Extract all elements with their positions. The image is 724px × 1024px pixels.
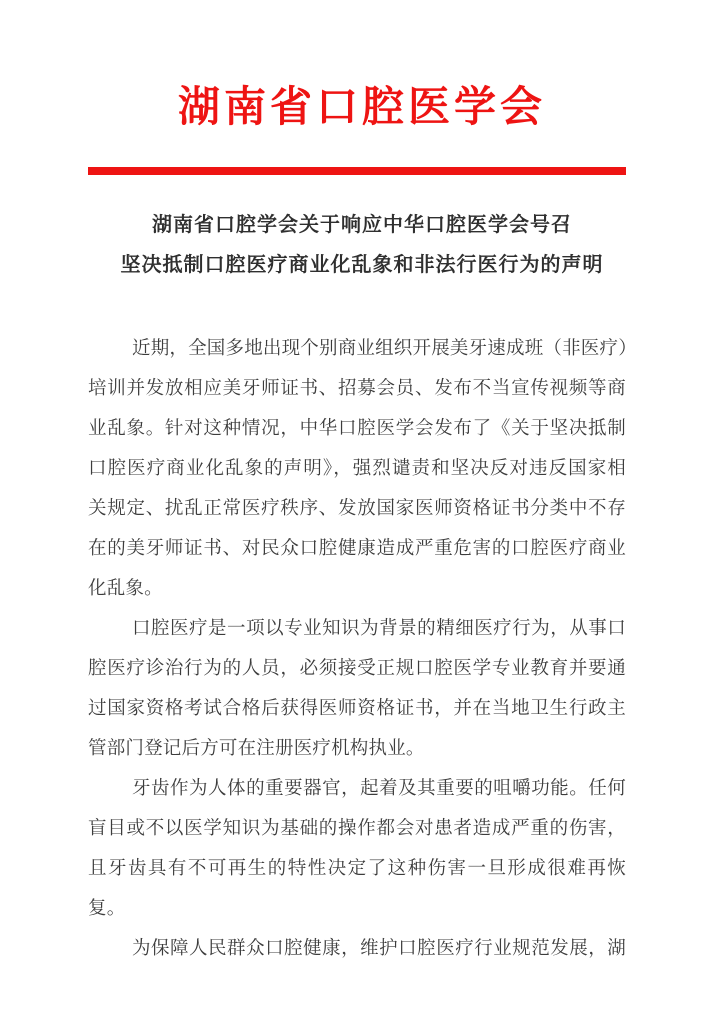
letterhead — [0, 84, 724, 175]
text-line: 复。 — [88, 899, 126, 919]
letterhead-divider — [88, 167, 626, 175]
paragraph — [88, 329, 637, 609]
text-line: 培训并发放相应美牙师证书、招募会员、发布不当宣传视频等商 — [88, 379, 626, 399]
paragraph — [88, 929, 626, 969]
text-line: 口腔医疗商业化乱象的声明》，强烈谴责和坚决反对违反国家相 — [88, 459, 626, 479]
text-line: 化乱象。 — [88, 579, 163, 599]
text-line: 管部门登记后方可在注册医疗机构执业。 — [88, 739, 425, 759]
text-line: 腔医疗诊治行为的人员，必须接受正规口腔医学专业教育并要通 — [88, 659, 626, 679]
document-title-line-1: 湖南省口腔学会关于响应中华口腔医学会号召 — [152, 214, 572, 236]
text-line: 关规定、扰乱正常医疗秩序、发放国家医师资格证书分类中不存 — [88, 499, 626, 519]
text-line: 且牙齿具有不可再生的特性决定了这种伤害一旦形成很难再恢 — [88, 859, 626, 879]
text-line: 牙齿作为人体的重要器官，起着及其重要的咀嚼功能。任何 — [132, 779, 626, 799]
text-line: 盲目或不以医学知识为基础的操作都会对患者造成严重的伤害， — [88, 819, 626, 839]
text-line: 过国家资格考试合格后获得医师资格证书，并在当地卫生行政主 — [88, 699, 626, 719]
document-title — [0, 205, 724, 285]
letterhead-org-name: 湖南省口腔医学会 — [177, 85, 546, 131]
text-line: 近期，全国多地出现个别商业组织开展美牙速成班（非医疗） — [132, 339, 637, 359]
text-line: 口腔医疗是一项以专业知识为背景的精细医疗行为，从事口 — [132, 619, 626, 639]
paragraph — [88, 609, 626, 769]
text-line: 在的美牙师证书、对民众口腔健康造成严重危害的口腔医疗商业 — [88, 539, 626, 559]
document-title-line-2: 坚决抵制口腔医疗商业化乱象和非法行医行为的声明 — [120, 254, 604, 276]
text-line: 业乱象。针对这种情况，中华口腔医学会发布了《关于坚决抵制 — [88, 419, 626, 439]
document-body — [88, 329, 637, 969]
paragraph — [88, 769, 626, 929]
text-line: 为保障人民群众口腔健康，维护口腔医疗行业规范发展，湖 — [132, 939, 626, 959]
